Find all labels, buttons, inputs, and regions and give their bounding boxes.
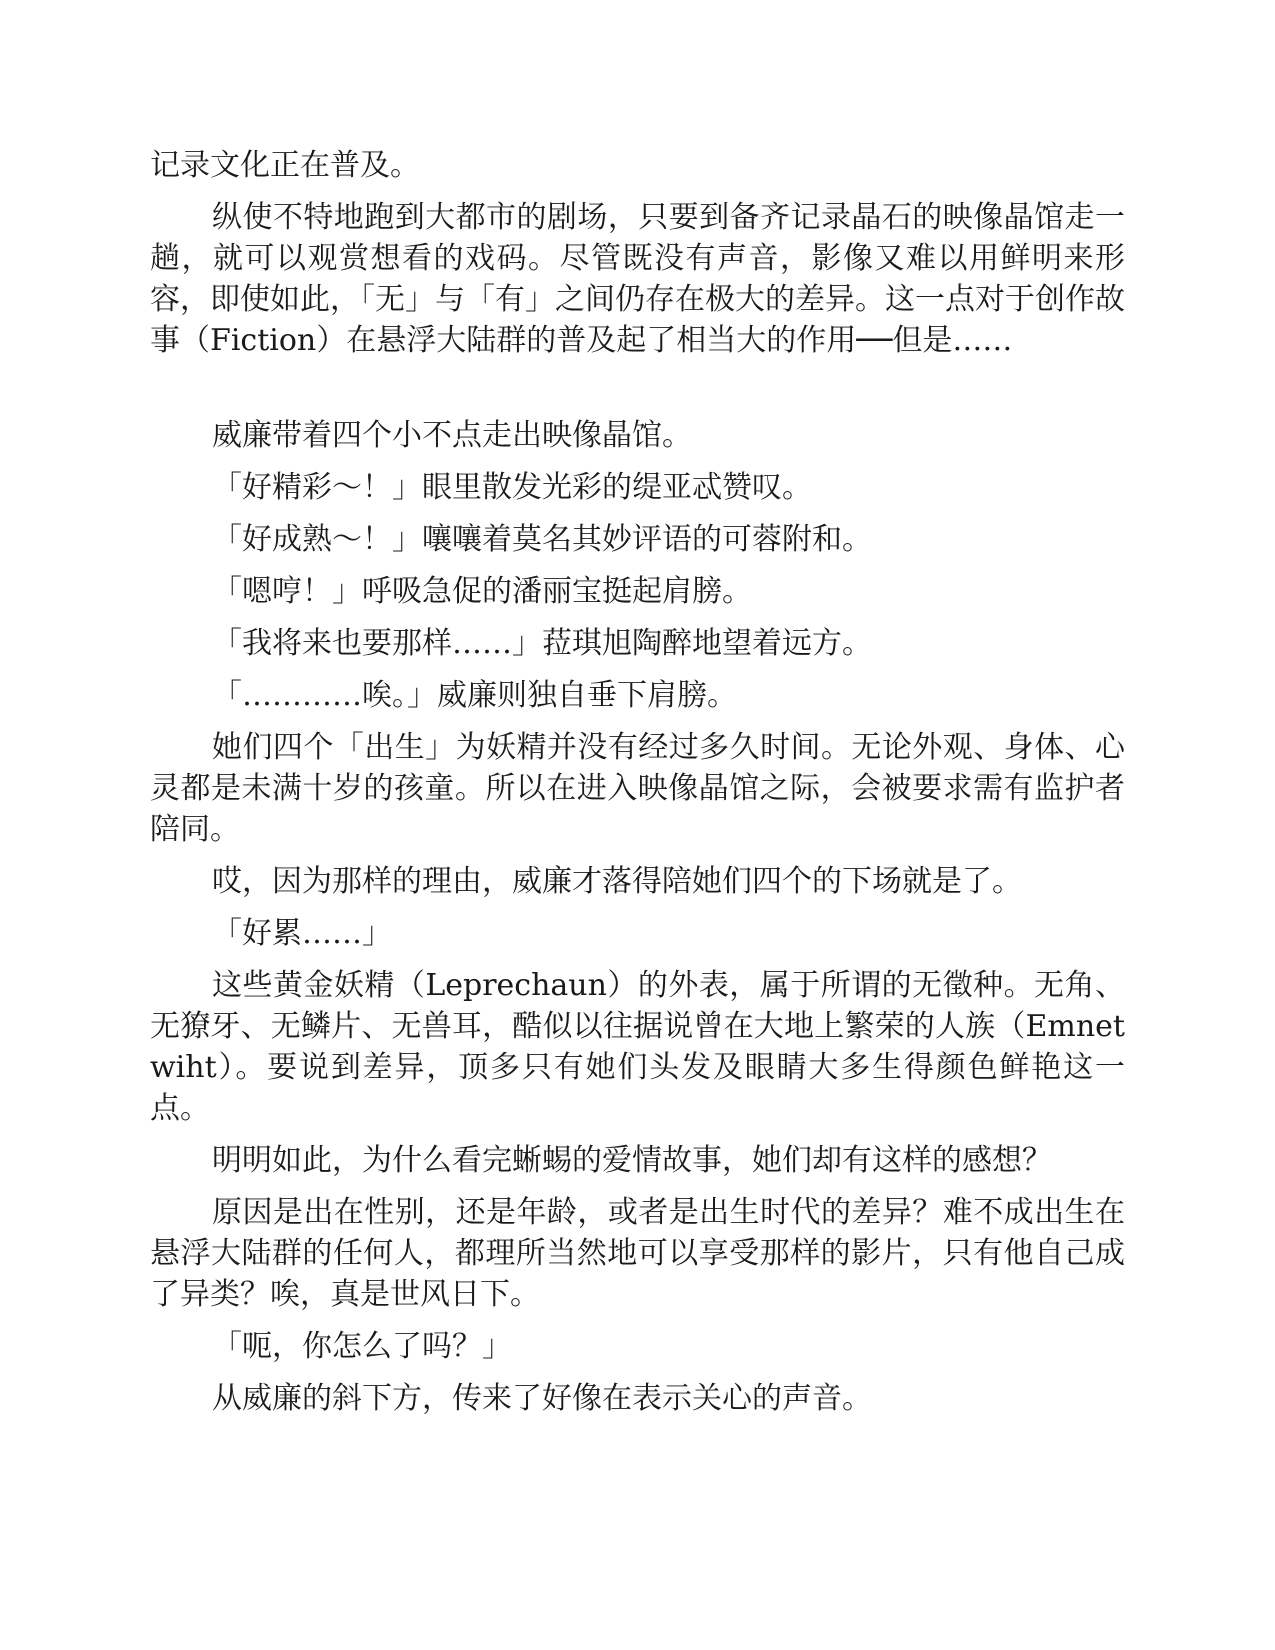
document-page <box>150 145 1125 1430</box>
scene-break <box>150 372 1125 415</box>
paragraph: 威廉带着四个小不点走出映像晶馆。 <box>212 418 692 453</box>
paragraph: 哎，因为那样的理由，威廉才落得陪她们四个的下场就是了。 <box>212 864 1022 899</box>
paragraph-continuation: 记录文化正在普及。 <box>150 148 420 183</box>
paragraph: 从威廉的斜下方，传来了好像在表示关心的声音。 <box>212 1381 872 1416</box>
paragraph-recording-culture: 纵使不特地跑到大都市的剧场，只要到备齐记录晶石的映像晶馆走一趟，就可以观赏想看的戏码。尽管既没有声音，影像又难以用鲜明来形容，即使如此，「无」与「有」之间仍存在极大的差异。这一点对于创作故事（Fiction）在悬浮大陆群的普及起了相当大的作用──但是…… <box>150 200 1125 358</box>
paragraph: 明明如此，为什么看完蜥蜴的爱情故事，她们却有这样的感想？ <box>212 1143 1052 1178</box>
dialogue-line: 「呃，你怎么了吗？」 <box>212 1329 512 1364</box>
dialogue-line: 「好累……」 <box>212 916 392 951</box>
dialogue-line: 「好成熟～！」嚷嚷着莫名其妙评语的可蓉附和。 <box>212 522 872 557</box>
dialogue-line: 「好精彩～！」眼里散发光彩的缇亚忒赞叹。 <box>212 470 812 505</box>
dialogue-line: 「嗯哼！」呼吸急促的潘丽宝挺起肩膀。 <box>212 574 752 609</box>
dialogue-line: 「我将来也要那样……」菈琪旭陶醉地望着远方。 <box>212 626 872 661</box>
paragraph: 这些黄金妖精（Leprechaun）的外表，属于所谓的无徵种。无角、无獠牙、无鳞片、无兽耳，酷似以往据说曾在大地上繁荣的人族（Emnetwiht）。要说到差异，顶多只有她们头发及眼睛大多生得颜色鲜艳这一点。 <box>150 968 1125 1126</box>
paragraph: 她们四个「出生」为妖精并没有经过多久时间。无论外观、身体、心灵都是未满十岁的孩童。所以在进入映像晶馆之际，会被要求需有监护者陪同。 <box>150 730 1125 847</box>
dialogue-line: 「…………唉。」威廉则独自垂下肩膀。 <box>212 678 737 713</box>
paragraph: 原因是出在性别，还是年龄，或者是出生时代的差异？难不成出生在悬浮大陆群的任何人，都理所当然地可以享受那样的影片，只有他自己成了异类？唉，真是世风日下。 <box>150 1195 1125 1312</box>
